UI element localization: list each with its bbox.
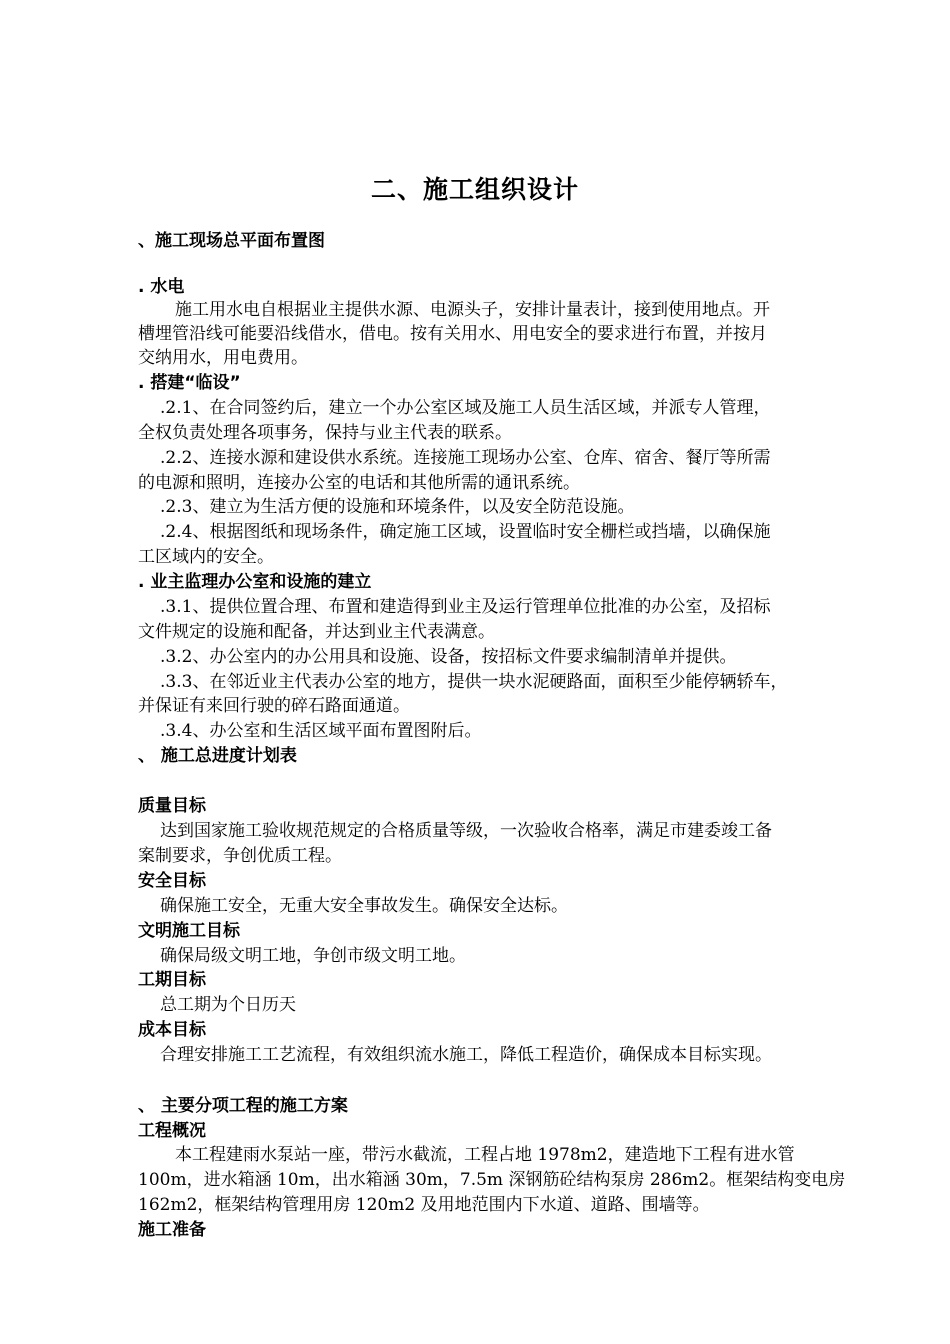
paragraph-line: 交纳用水，用电费用。	[138, 348, 308, 368]
paragraph-line: .3.4、办公室和生活区域平面布置图附后。	[160, 721, 482, 741]
heading-project-overview: 工程概况	[138, 1121, 206, 1141]
paragraph-line: .3.1、提供位置合理、布置和建造得到业主及运行管理单位批准的办公室，及招标	[160, 597, 771, 617]
heading-safety-goal: 安全目标	[138, 871, 206, 891]
paragraph-line: 的电源和照明，连接办公室的电话和其他所需的通讯系统。	[138, 473, 580, 493]
paragraph-line: 162m2，框架结构管理用房 120m2 及用地范围内下水道、道路、围墙等。	[138, 1195, 710, 1215]
heading-civilized-construction-goal: 文明施工目标	[138, 921, 240, 941]
subheading-water-electricity: . 水电	[138, 277, 185, 297]
paragraph-line: 施工用水电自根据业主提供水源、电源头子，安排计量表计，接到使用地点。开	[175, 300, 770, 320]
section-heading-construction-plan: 、 主要分项工程的施工方案	[138, 1096, 348, 1116]
section-heading-schedule: 、 施工总进度计划表	[138, 746, 297, 766]
paragraph-line: .2.3、建立为生活方便的设施和环境条件，以及安全防范设施。	[160, 497, 635, 517]
paragraph-line: .2.4、根据图纸和现场条件，确定施工区域，设置临时安全栅栏或挡墙，以确保施	[160, 522, 771, 542]
paragraph-line: .2.1、在合同签约后，建立一个办公室区域及施工人员生活区域，并派专人管理，	[160, 398, 771, 418]
heading-schedule-goal: 工期目标	[138, 970, 206, 990]
heading-quality-goal: 质量目标	[138, 796, 206, 816]
subheading-temporary-facilities: . 搭建“临设”	[138, 373, 241, 393]
paragraph-line: 文件规定的设施和配备，并达到业主代表满意。	[138, 622, 495, 642]
paragraph-line: 案制要求，争创优质工程。	[138, 846, 342, 866]
paragraph-line: 槽埋管沿线可能要沿线借水，借电。按有关用水、用电安全的要求进行布置，并按月	[138, 324, 767, 344]
paragraph-line: .3.2、办公室内的办公用具和设施、设备，按招标文件要求编制清单并提供。	[160, 647, 737, 667]
paragraph-line: .3.3、在邻近业主代表办公室的地方，提供一块水泥硬路面，面积至少能停辆轿车，	[160, 672, 788, 692]
heading-construction-preparation: 施工准备	[138, 1220, 206, 1240]
page-title: 二、施工组织设计	[370, 175, 579, 204]
paragraph-line: 确保施工安全，无重大安全事故发生。确保安全达标。	[160, 896, 568, 916]
paragraph-line: 并保证有来回行驶的碎石路面通道。	[138, 696, 410, 716]
subheading-owner-supervision-office: . 业主监理办公室和设施的建立	[138, 572, 372, 592]
section-heading-site-layout: 、施工现场总平面布置图	[138, 231, 325, 251]
paragraph-line: .2.2、连接水源和建设供水系统。连接施工现场办公室、仓库、宿舍、餐厅等所需	[160, 448, 771, 468]
paragraph-line: 100m，进水箱涵 10m，出水箱涵 30m，7.5m 深钢筋砼结构泵房 286m2。框架结构变电房	[138, 1170, 846, 1190]
paragraph-line: 合理安排施工工艺流程，有效组织流水施工，降低工程造价，确保成本目标实现。	[160, 1045, 772, 1065]
paragraph-line: 全权负责处理各项事务，保持与业主代表的联系。	[138, 423, 512, 443]
paragraph-line: 工区域内的安全。	[138, 547, 274, 567]
paragraph-line: 本工程建雨水泵站一座，带污水截流，工程占地 1978m2，建造地下工程有进水管	[175, 1145, 795, 1165]
paragraph-line: 确保局级文明工地，争创市级文明工地。	[160, 946, 466, 966]
paragraph-line: 达到国家施工验收规范规定的合格质量等级，一次验收合格率，满足市建委竣工备	[160, 821, 772, 841]
heading-cost-goal: 成本目标	[138, 1020, 206, 1040]
paragraph-line: 总工期为个日历天	[160, 995, 296, 1015]
